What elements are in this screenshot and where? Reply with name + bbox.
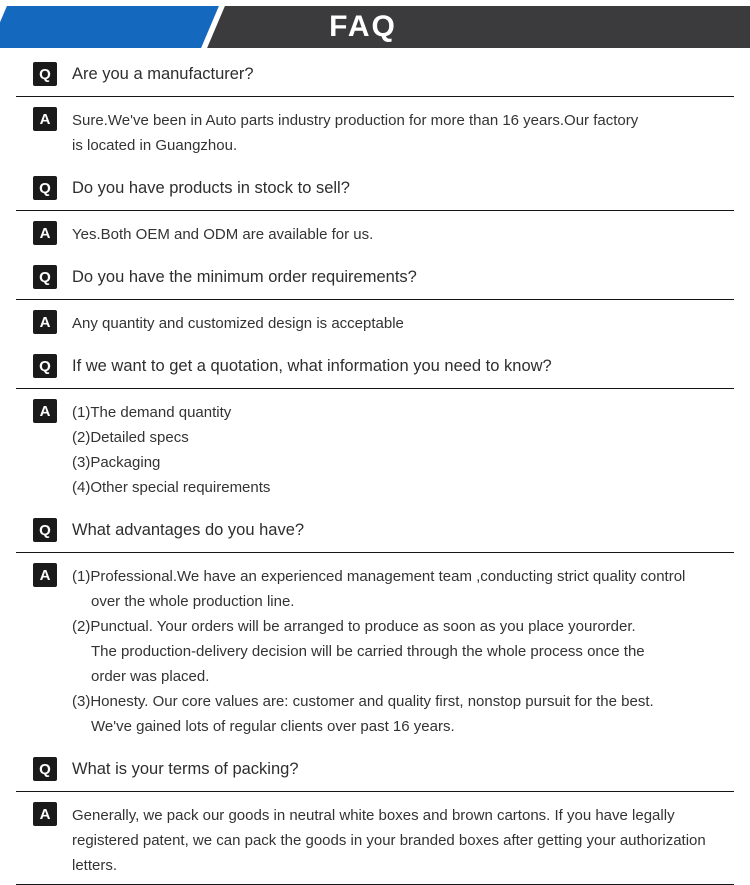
- text-line: letters.: [72, 857, 118, 874]
- text-line: Yes.Both OEM and ODM are available for us.: [72, 226, 374, 243]
- qa-text: [72, 61, 734, 86]
- text-line: (1)Professional.We have an experienced management team ,conducting strict quality control: [72, 568, 686, 585]
- qa-text: [72, 517, 734, 542]
- text-line: The production-delivery decision will be carried through the whole process once the: [91, 643, 645, 660]
- qa-text: [72, 398, 734, 500]
- qa-text: [72, 175, 734, 200]
- text-line: (4)Other special requirements: [72, 479, 271, 496]
- answer-row: [16, 300, 734, 340]
- answer-row: [16, 792, 734, 882]
- text-line: What advantages do you have?: [72, 521, 305, 539]
- q-badge: Q: [33, 176, 57, 200]
- text-line: Are you a manufacturer?: [72, 65, 254, 83]
- a-badge: A: [33, 399, 57, 423]
- qa-text: [72, 562, 734, 739]
- question-row: [16, 162, 734, 208]
- qa-text: [72, 220, 734, 247]
- text-line: Generally, we pack our goods in neutral white boxes and brown cartons. If you have legally: [72, 807, 675, 824]
- q-badge: Q: [33, 518, 57, 542]
- text-line: over the whole production line.: [91, 593, 295, 610]
- qa-text: [72, 353, 734, 378]
- text-line: (1)The demand quantity: [72, 404, 232, 421]
- text-line: Sure.We've been in Auto parts industry production for more than 16 years.Our factory: [72, 112, 639, 129]
- answer-row: [16, 97, 734, 162]
- a-badge: A: [33, 107, 57, 131]
- qa-text: [72, 801, 734, 878]
- q-badge: Q: [33, 62, 57, 86]
- q-badge: Q: [33, 354, 57, 378]
- question-row: [16, 743, 734, 789]
- qa-text: [72, 106, 734, 158]
- text-line: is located in Guangzhou.: [72, 137, 238, 154]
- answer-row: [16, 211, 734, 251]
- question-row: [16, 48, 734, 94]
- faq-header: [0, 6, 750, 48]
- question-row: [16, 251, 734, 297]
- text-line: (2)Punctual. Your orders will be arranged to produce as soon as you place yourorder.: [72, 618, 636, 635]
- a-badge: A: [33, 221, 57, 245]
- qa-text: [72, 309, 734, 336]
- answer-row: [16, 553, 734, 743]
- a-badge: A: [33, 563, 57, 587]
- a-badge: A: [33, 802, 57, 826]
- text-line: order was placed.: [91, 668, 210, 685]
- faq-list: [16, 48, 734, 885]
- text-line: We've gained lots of regular clients over past 16 years.: [91, 718, 455, 735]
- text-line: What is your terms of packing?: [72, 760, 299, 778]
- answer-row: [16, 389, 734, 504]
- qa-text: [72, 264, 734, 289]
- question-row: [16, 504, 734, 550]
- a-badge: A: [33, 310, 57, 334]
- text-line: Do you have products in stock to sell?: [72, 179, 350, 197]
- text-line: (3)Honesty. Our core values are: customer and quality first, nonstop pursuit for the best.: [72, 693, 654, 710]
- text-line: registered patent, we can pack the goods in your branded boxes after getting your authorization: [72, 832, 706, 849]
- text-line: Do you have the minimum order requirements?: [72, 268, 417, 286]
- page-title: FAQ: [329, 10, 397, 43]
- text-line: (2)Detailed specs: [72, 429, 189, 446]
- q-badge: Q: [33, 265, 57, 289]
- text-line: If we want to get a quotation, what information you need to know?: [72, 357, 552, 375]
- qa-text: [72, 756, 734, 781]
- question-row: [16, 340, 734, 386]
- q-badge: Q: [33, 757, 57, 781]
- text-line: (3)Packaging: [72, 454, 161, 471]
- text-line: Any quantity and customized design is acceptable: [72, 315, 404, 332]
